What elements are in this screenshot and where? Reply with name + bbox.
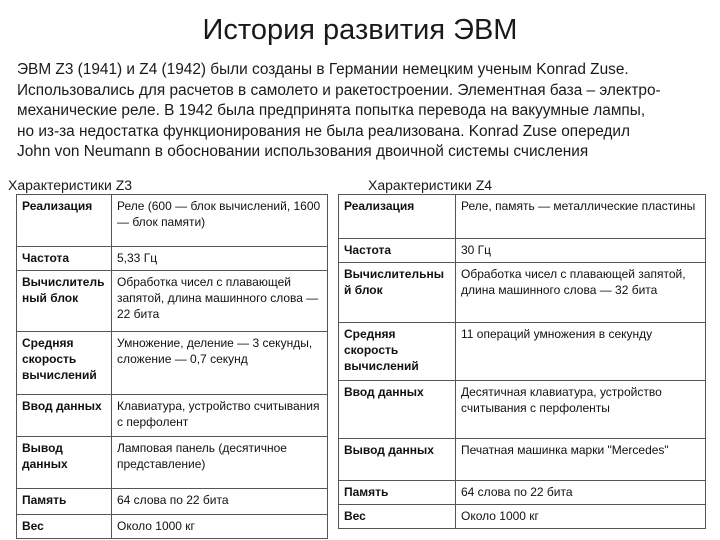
z3-specs-table bbox=[16, 194, 328, 539]
table-row bbox=[17, 489, 328, 515]
table-row bbox=[339, 505, 706, 529]
table-row bbox=[17, 332, 328, 395]
spec-value: Клавиатура, устройство считывания с перфолент bbox=[112, 395, 328, 437]
spec-key: Реализация bbox=[339, 195, 456, 239]
intro-line: механические реле. В 1942 была предпринята попытка перевода на вакуумные лампы, bbox=[17, 102, 646, 120]
spec-key: Вывод данных bbox=[17, 437, 112, 489]
spec-key: Ввод данных bbox=[17, 395, 112, 437]
spec-key: Память bbox=[339, 481, 456, 505]
spec-key: Средняя скорость вычислений bbox=[339, 323, 456, 381]
spec-key: Частота bbox=[17, 247, 112, 271]
spec-value: Реле (600 — блок вычислений, 1600 — блок памяти) bbox=[112, 195, 328, 247]
spec-key: Вычислительны й блок bbox=[339, 263, 456, 323]
intro-line: Использовались для расчетов в самолето и ракетостроении. Элементная база – электро- bbox=[17, 81, 661, 99]
page-title: История развития ЭВМ bbox=[202, 14, 518, 46]
table-row bbox=[339, 239, 706, 263]
spec-value: 64 слова по 22 бита bbox=[112, 489, 328, 515]
spec-key: Вес bbox=[339, 505, 456, 529]
intro-line: но из-за недостатка функционирования не была реализована. Konrad Zuse опередил bbox=[17, 122, 630, 140]
spec-key: Память bbox=[17, 489, 112, 515]
table-row bbox=[339, 381, 706, 439]
spec-value: Десятичная клавиатура, устройство считывания с перфоленты bbox=[456, 381, 706, 439]
spec-key: Вычислитель ный блок bbox=[17, 271, 112, 332]
spec-key: Средняя скорость вычислений bbox=[17, 332, 112, 395]
spec-value: 30 Гц bbox=[456, 239, 706, 263]
z4-heading: Характеристики Z4 bbox=[368, 177, 493, 193]
table-row bbox=[339, 195, 706, 239]
table-row bbox=[17, 271, 328, 332]
spec-value: Около 1000 кг bbox=[112, 515, 328, 539]
intro-line: John von Neumann в обосновании использования двоичной системы счисления bbox=[17, 143, 589, 161]
table-row bbox=[17, 515, 328, 539]
intro-paragraph bbox=[17, 60, 707, 163]
spec-value: 11 операций умножения в секунду bbox=[456, 323, 706, 381]
table-row bbox=[17, 195, 328, 247]
table-row bbox=[17, 395, 328, 437]
spec-key: Вывод данных bbox=[339, 439, 456, 481]
spec-key: Реализация bbox=[17, 195, 112, 247]
spec-value: Реле, память — металлические пластины bbox=[456, 195, 706, 239]
spec-value: Обработка чисел с плавающей запятой, длина машинного слова — 32 бита bbox=[456, 263, 706, 323]
table-row bbox=[17, 437, 328, 489]
z4-specs-table bbox=[338, 194, 706, 529]
table-row bbox=[339, 481, 706, 505]
table-row bbox=[339, 263, 706, 323]
spec-key: Частота bbox=[339, 239, 456, 263]
spec-value: Умножение, деление — 3 секунды, сложение — 0,7 секунд bbox=[112, 332, 328, 395]
table-row bbox=[17, 247, 328, 271]
spec-value: Около 1000 кг bbox=[456, 505, 706, 529]
spec-key: Вес bbox=[17, 515, 112, 539]
spec-value: 5,33 Гц bbox=[112, 247, 328, 271]
intro-line: ЭВМ Z3 (1941) и Z4 (1942) были созданы в Германии немецким ученым Konrad Zuse. bbox=[17, 61, 629, 78]
spec-value: Обработка чисел с плавающей запятой, длина машинного слова — 22 бита bbox=[112, 271, 328, 332]
spec-value: 64 слова по 22 бита bbox=[456, 481, 706, 505]
table-row bbox=[339, 323, 706, 381]
z3-heading: Характеристики Z3 bbox=[8, 177, 133, 193]
spec-key: Ввод данных bbox=[339, 381, 456, 439]
spec-value: Ламповая панель (десятичное представление) bbox=[112, 437, 328, 489]
spec-value: Печатная машинка марки "Mercedes" bbox=[456, 439, 706, 481]
table-row bbox=[339, 439, 706, 481]
